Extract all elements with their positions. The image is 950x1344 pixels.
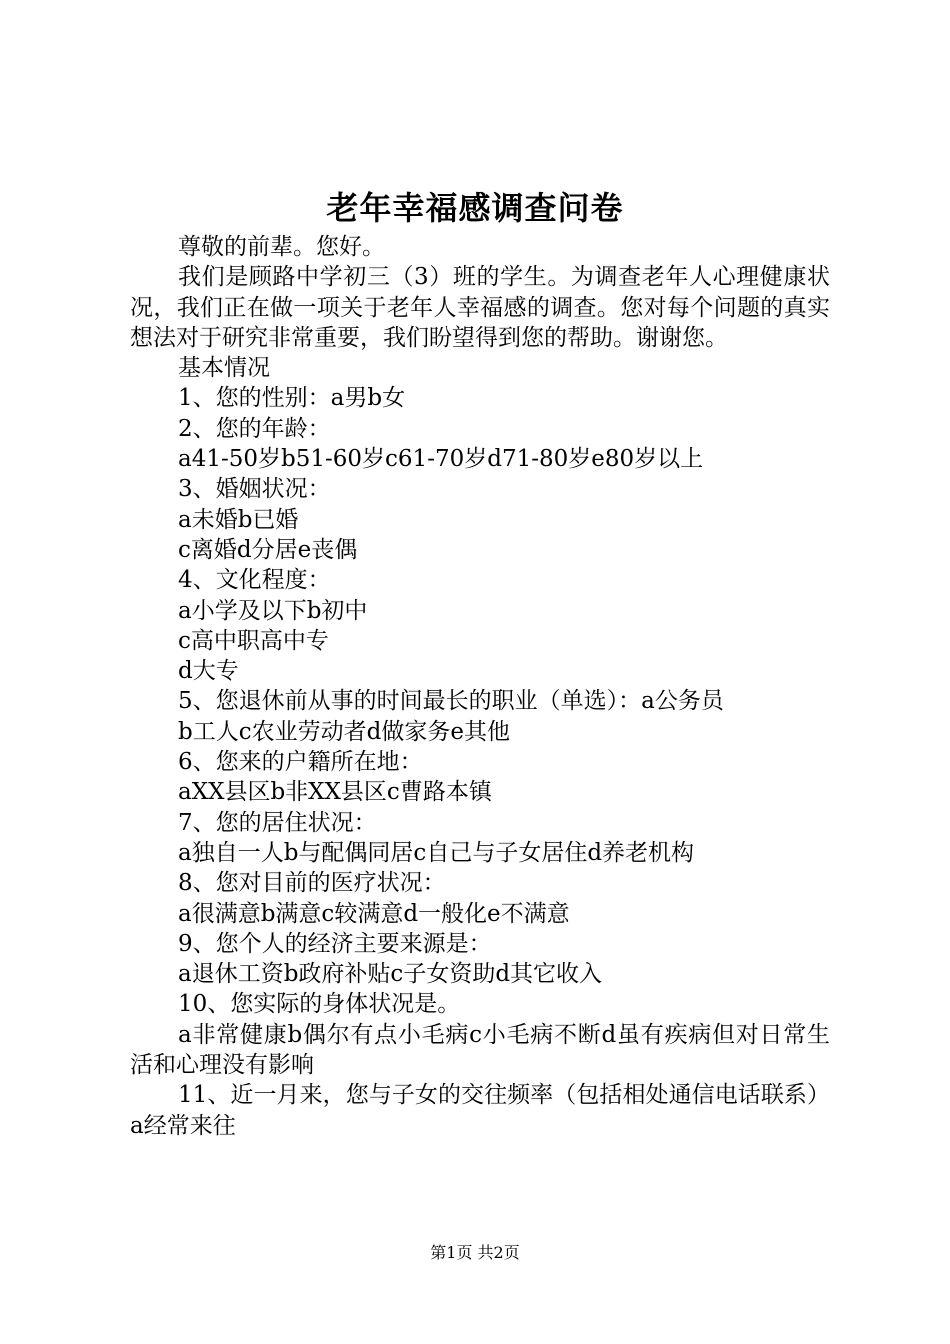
question-line: 5、您退休前从事的时间最长的职业（单选）：a公务员: [178, 688, 724, 715]
intro-paragraph: 我们是顾路中学初三（3）班的学生。为调查老年人心理健康状况，我们正在做一项关于老年人幸福感的调查。您对每个问题的真实想法对于研究非常重要，我们盼望得到您的帮助。谢谢您。: [130, 264, 830, 351]
answer-options-line: a未婚b已婚: [178, 506, 299, 533]
question-line: 8、您对目前的医疗状况：: [178, 870, 446, 897]
answer-options-paragraph: a非常健康b偶尔有点小毛病c小毛病不断d虽有疾病但对日常生活和心理没有影响: [130, 1021, 830, 1079]
answer-options-line: a独自一人b与配偶同居c自己与子女居住d养老机构: [178, 839, 695, 866]
question-line: 9、您个人的经济主要来源是：: [178, 930, 492, 957]
answer-options-line: a小学及以下b初中: [178, 597, 368, 624]
question-paragraph: 11、近一月来，您与子女的交往频率（包括相处通信电话联系）a经常来往: [130, 1082, 830, 1139]
answer-options-line: a退休工资b政府补贴c子女资助d其它收入: [178, 961, 603, 988]
question-line: 3、婚姻状况：: [178, 476, 331, 503]
answer-options-line: a41-50岁b51-60岁c61-70岁d71-80岁e80岁以上: [178, 446, 704, 473]
document-title: 老年幸福感调查问卷: [326, 189, 624, 227]
section-heading: 基本情况: [178, 355, 270, 382]
question-line: 2、您的年龄：: [178, 415, 331, 442]
question-line: 10、您实际的身体状况是。: [178, 991, 461, 1018]
answer-options-line: c高中职高中专: [178, 627, 329, 654]
answer-options-line: d大专: [178, 658, 239, 685]
question-line: 1、您的性别：a男b女: [178, 385, 406, 412]
question-line: 7、您的居住状况：: [178, 809, 377, 836]
question-line: 4、文化程度：: [178, 567, 331, 594]
answer-options-line: c离婚d分居e丧偶: [178, 536, 358, 563]
document-body: [130, 232, 830, 1141]
answer-options-line: aXX县区b非XX县区c曹路本镇: [178, 779, 492, 806]
page-footer: 第1页 共2页: [430, 1243, 520, 1262]
question-line: 6、您来的户籍所在地：: [178, 749, 423, 776]
answer-options-line: b工人c农业劳动者d做家务e其他: [178, 718, 510, 745]
answer-options-line: a很满意b满意c较满意d一般化e不满意: [178, 900, 570, 927]
greeting-paragraph: 尊敬的前辈。您好。: [178, 234, 385, 260]
